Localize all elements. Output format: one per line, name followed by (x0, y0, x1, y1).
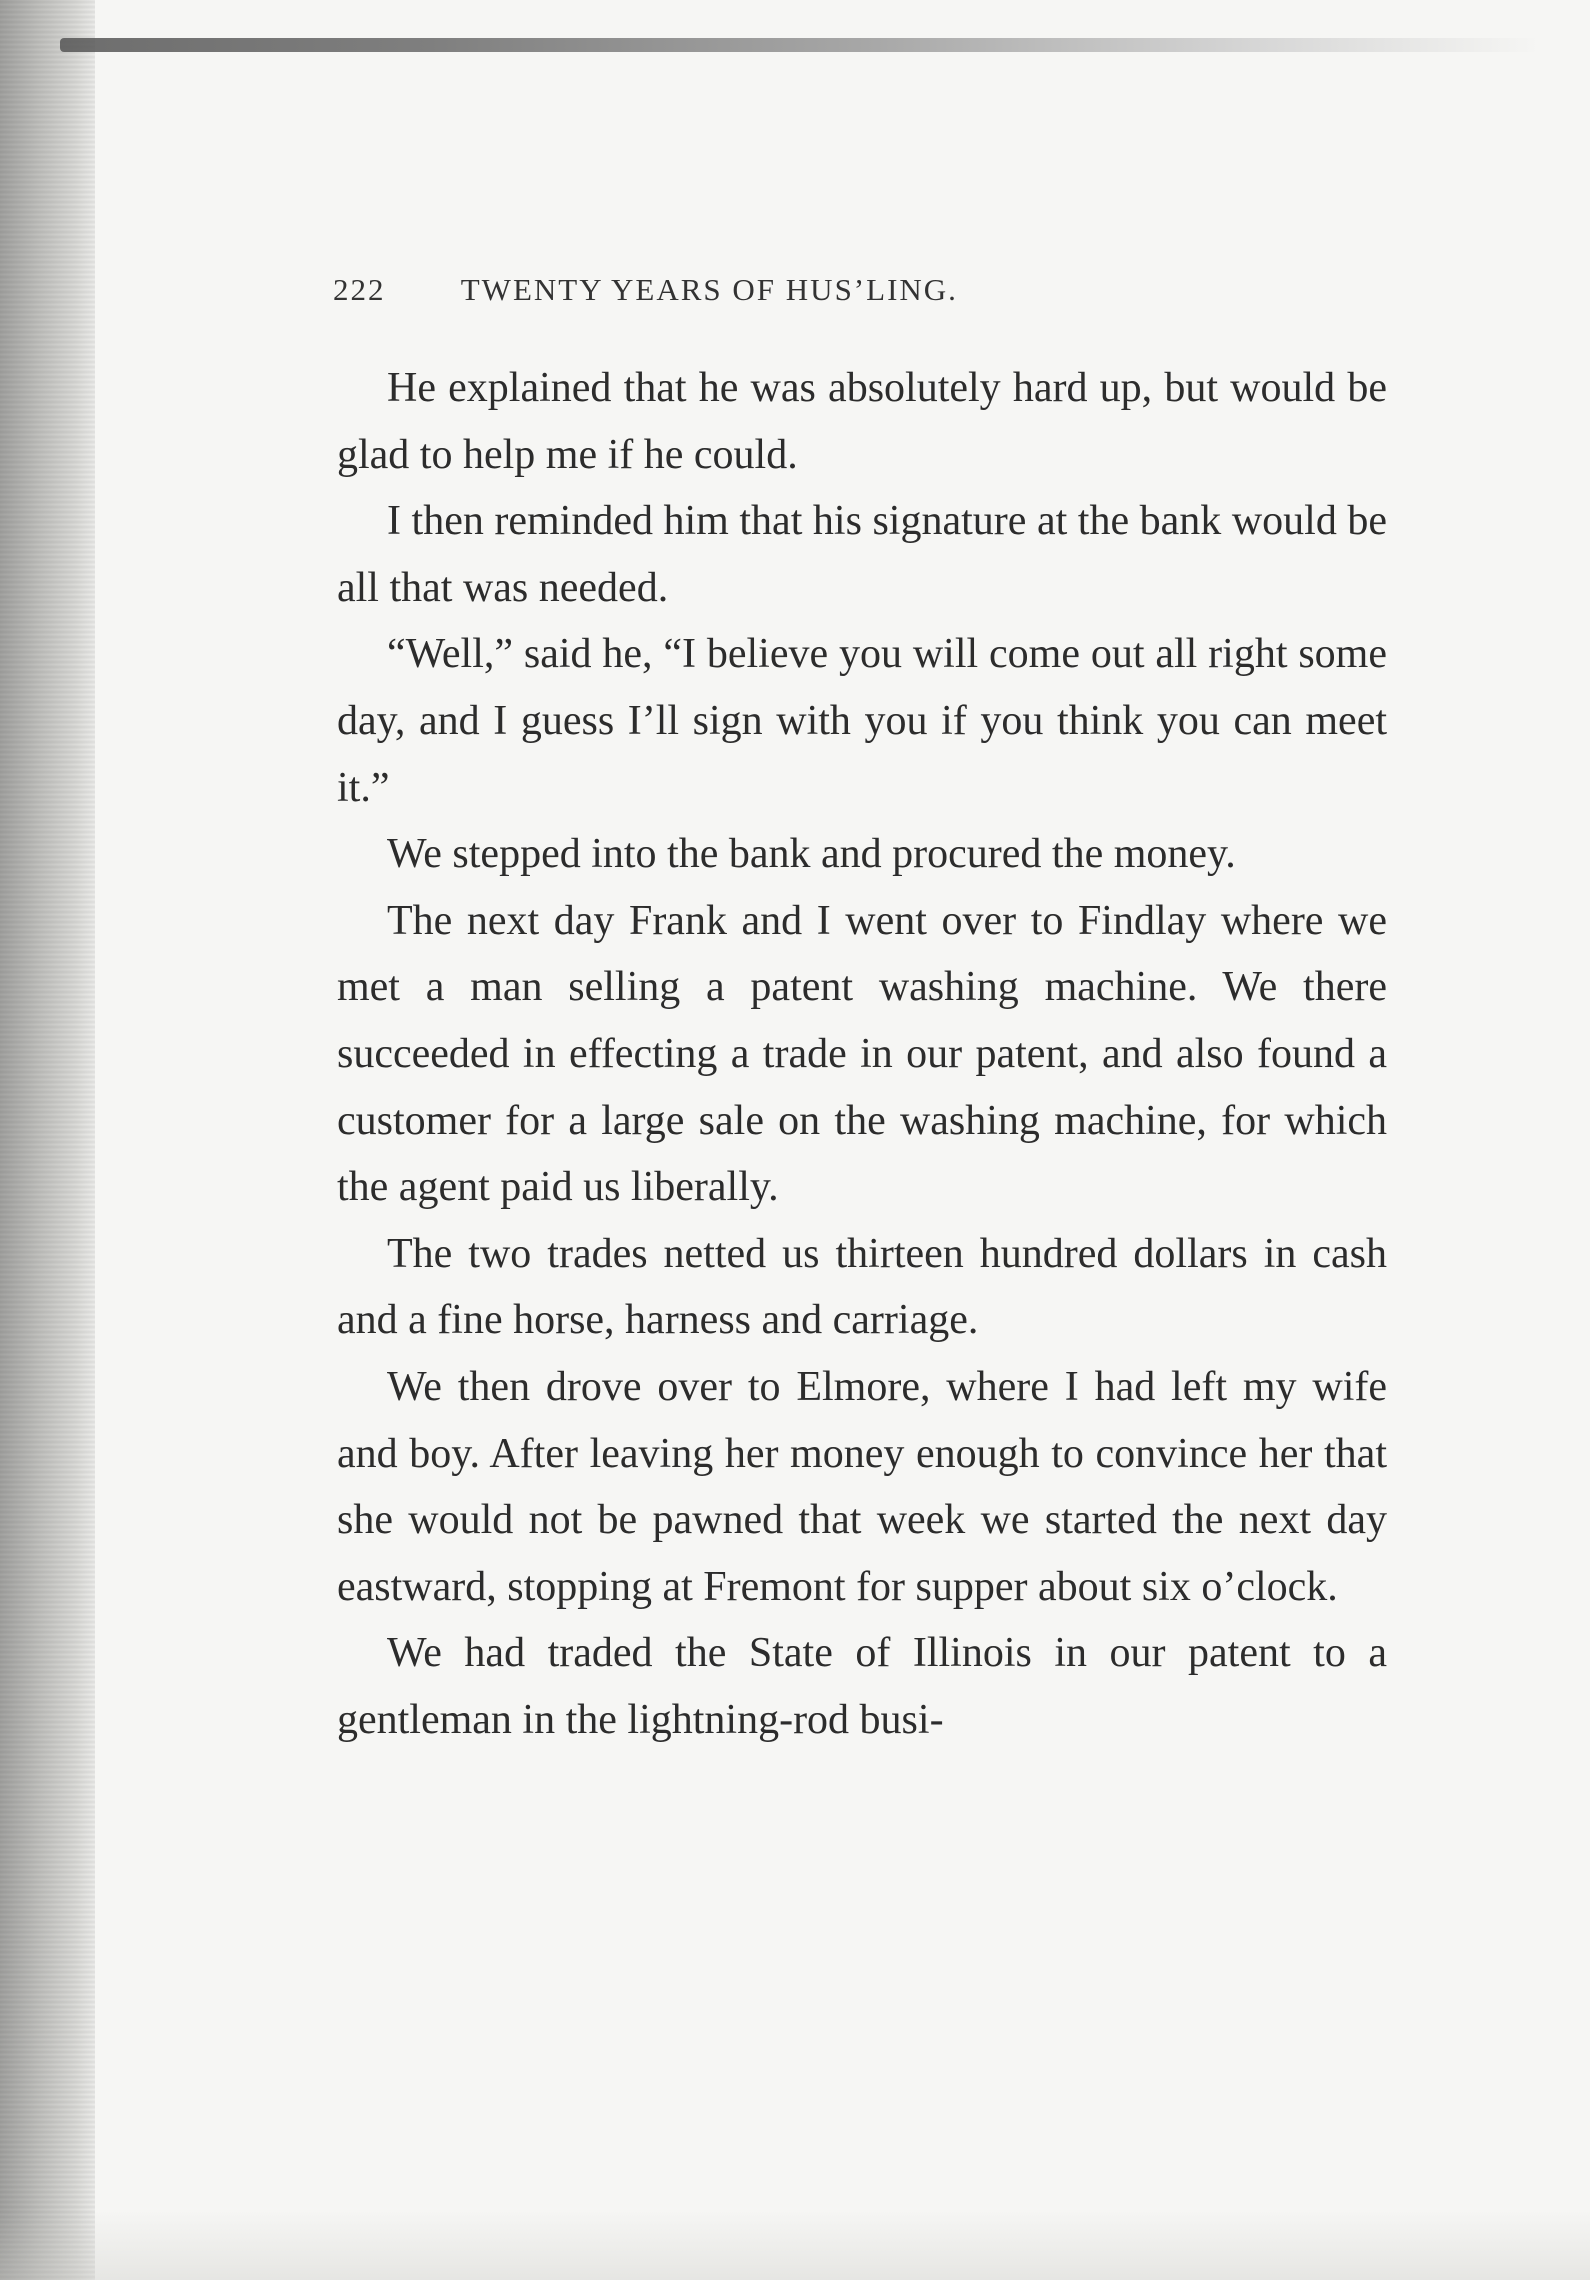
page-number: 222 (333, 272, 386, 307)
paragraph: We stepped into the bank and procured the money. (387, 831, 1236, 878)
paragraph: The next day Frank and I went over to Findlay where we met a man selling a patent washing machine. We there succeeded in effecting a trade in our patent, and also found a customer for a large sale on the washing machine, for which the agent paid us liberally. (337, 897, 1387, 1211)
paragraph: We had traded the State of Illinois in our patent to a gentleman in the lightning-rod busi- (337, 1630, 1387, 1743)
scan-top-line (60, 38, 1540, 52)
page-header (333, 272, 1383, 308)
body-text (337, 355, 1387, 1753)
paragraph: “Well,” said he, “I believe you will come out all right some day, and I guess I’ll sign with you if you think you can meet it.” (337, 631, 1387, 811)
running-title: TWENTY YEARS OF HUS’LING. (460, 272, 958, 307)
paragraph: The two trades netted us thirteen hundred dollars in cash and a fine horse, harness and carriage. (337, 1230, 1387, 1344)
scanned-page-edge (0, 0, 95, 2280)
scan-bottom-shade (0, 2210, 1590, 2280)
paragraph: I then reminded him that his signature at the bank would be all that was needed. (337, 498, 1387, 611)
paragraph: We then drove over to Elmore, where I had left my wife and boy. After leaving her money enough to convince her that she would not be pawned that week we started the next day eastward, stopping at Fremont for supper about six o’clock. (337, 1363, 1387, 1610)
paragraph: He explained that he was absolutely hard up, but would be glad to help me if he could. (337, 365, 1387, 478)
